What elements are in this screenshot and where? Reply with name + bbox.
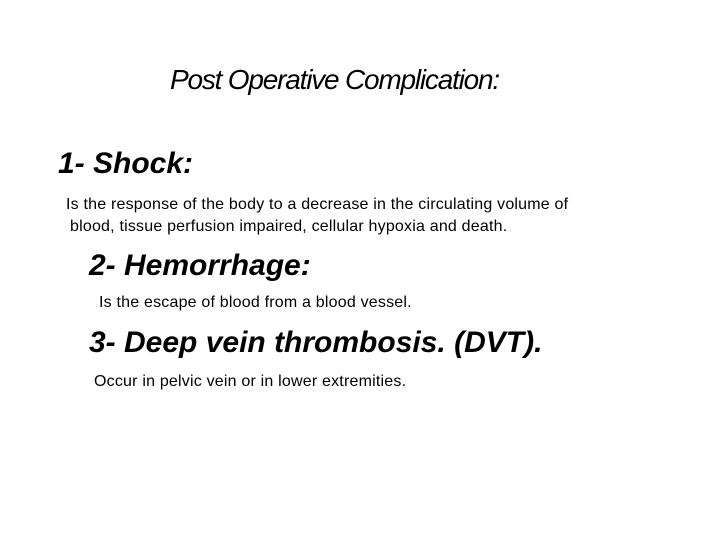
- section-heading-dvt: 3- Deep vein thrombosis. (DVT).: [89, 326, 543, 359]
- body-line: Occur in pelvic vein or in lower extremities.: [94, 373, 407, 390]
- section-body-shock: [66, 194, 568, 238]
- body-line: Is the escape of blood from a blood vessel.: [99, 294, 412, 311]
- section-body-hemorrhage: [99, 292, 412, 314]
- section-body-dvt: [94, 371, 406, 393]
- section-heading-hemorrhage: 2- Hemorrhage:: [89, 249, 311, 282]
- slide-title: Post Operative Complication:: [170, 64, 500, 95]
- body-line: blood, tissue perfusion impaired, cellular hypoxia and death.: [70, 218, 508, 235]
- section-heading-shock: 1- Shock:: [58, 147, 194, 180]
- body-line: Is the response of the body to a decrease in the circulating volume of: [66, 196, 569, 213]
